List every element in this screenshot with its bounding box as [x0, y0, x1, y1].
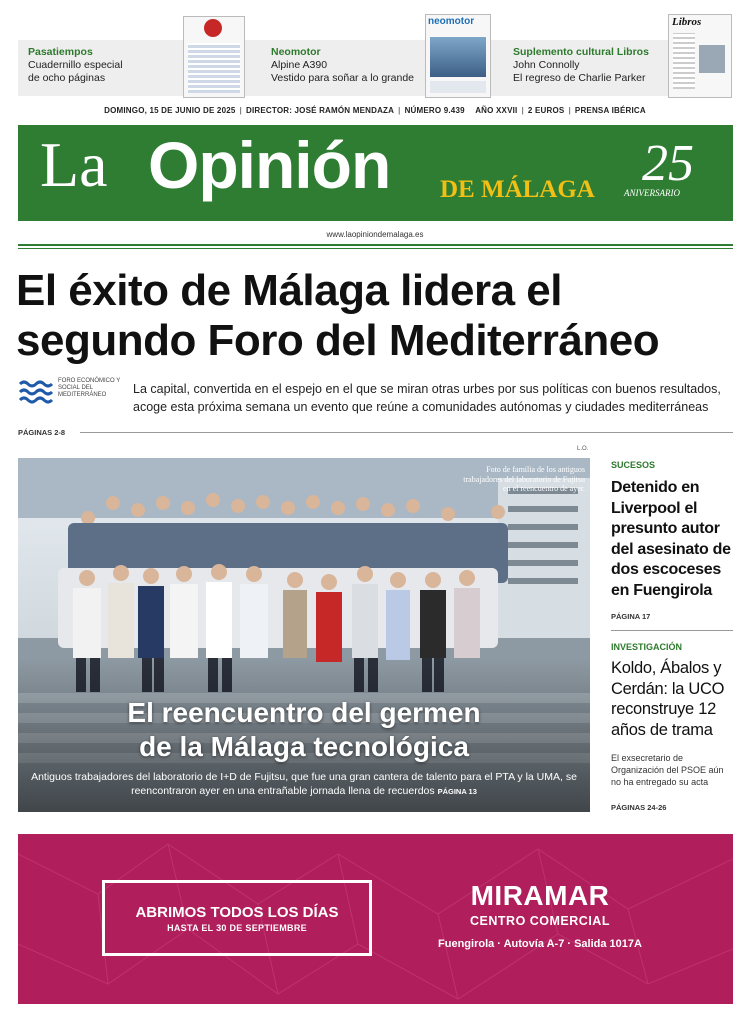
teaser-line: Alpine A390: [271, 59, 328, 71]
teaser-title: Suplemento cultural Libros: [513, 46, 649, 58]
pasatiempos-logo-icon: [204, 19, 222, 37]
teaser-libros[interactable]: [513, 46, 649, 85]
photo-credit: L.O.: [577, 446, 589, 452]
issue-date: DOMINGO, 15 DE JUNIO DE 2025: [104, 106, 236, 115]
photo-headline-line: de la Málaga tecnológica: [139, 731, 469, 762]
issue-number: NÚMERO 9.439: [404, 106, 465, 115]
headline-line: segundo Foro del Mediterráneo: [16, 316, 660, 365]
pasatiempos-thumbnail[interactable]: [183, 16, 245, 98]
ad-brand-sub: CENTRO COMERCIAL: [470, 914, 610, 928]
masthead-opinion: Opinión: [148, 128, 391, 202]
crossword-grid-icon: [188, 43, 240, 93]
section-label-investigacion: INVESTIGACIÓN: [611, 642, 683, 652]
car-photo-icon: [430, 37, 486, 77]
divider: [80, 432, 733, 433]
sidebar-page: PÁGINA 17: [611, 612, 651, 621]
divider: [18, 248, 733, 249]
libros-thumbnail[interactable]: [668, 14, 732, 98]
divider: [611, 630, 733, 631]
website-url[interactable]: www.laopiniondemalaga.es: [326, 230, 424, 239]
masthead-la: La: [40, 129, 108, 200]
ad-promo-line2: HASTA EL 30 DE SEPTIEMBRE: [167, 923, 307, 933]
main-headline[interactable]: [16, 266, 736, 366]
section-label-sucesos: SUCESOS: [611, 460, 656, 470]
foro-logo-text: FORO ECONÓMICO Y SOCIAL DEL MEDITERRÁNEO: [58, 378, 121, 398]
issue-director: DIRECTOR: JOSÉ RAMÓN MENDAZA: [245, 106, 395, 115]
teaser-line: Cuadernillo especial: [28, 59, 123, 71]
teaser-title: Pasatiempos: [28, 46, 93, 58]
photo-deck-page: PÁGINA 13: [437, 787, 477, 796]
teaser-line: El regreso de Charlie Parker: [513, 72, 646, 84]
divider: [18, 244, 733, 246]
photo-headline[interactable]: [18, 696, 590, 764]
teaser-title: Neomotor: [271, 46, 321, 58]
ad-promo-line1: ABRIMOS TODOS LOS DÍAS: [135, 904, 339, 921]
headline-lede: La capital, convertida en el espejo en el que se miran otras urbes por sus políticas con buenos resultados, acoge esta próxima semana un evento que reúne a comunidades autónomas y ciudades mediterráneas: [133, 382, 721, 414]
issue-group: PRENSA IBÉRICA: [574, 106, 646, 115]
author-portrait-icon: [699, 45, 725, 73]
issue-meta-line: DOMINGO, 15 DE JUNIO DE 2025 | DIRECTOR: JOSÉ RAMÓN MENDAZA | NÚMERO 9.439 AÑO XXVII | 2 EUROS | PRENSA IBÉRICA: [104, 106, 646, 115]
ad-location: Fuengirola · Autovía A-7 · Salida 1017A: [438, 938, 642, 950]
anniversary-number: 25: [642, 135, 694, 192]
sidebar-subtext: El exsecretario de Organización del PSOE aún no ha entregado su acta: [611, 753, 724, 787]
sidebar-page: PÁGINAS 24-26: [611, 803, 667, 812]
ad-brand-name: MIRAMAR: [470, 880, 610, 911]
masthead-malaga: DE MÁLAGA: [440, 176, 595, 203]
teaser-line: Vestido para soñar a lo grande: [271, 72, 415, 84]
thumb-text-block: [430, 81, 486, 93]
headline-pages: PÁGINAS 2-8: [18, 428, 66, 437]
headline-line: El éxito de Málaga lidera el: [16, 266, 562, 315]
neomotor-thumb-label: neomotor: [428, 16, 475, 27]
issue-year: AÑO XXVII: [475, 106, 518, 115]
sidebar-headline-investigacion[interactable]: Koldo, Ábalos y Cerdán: la UCO reconstruye 12 años de trama: [611, 659, 725, 739]
libros-thumb-label: Libros: [672, 16, 702, 28]
teaser-pasatiempos[interactable]: [28, 46, 123, 85]
neomotor-thumbnail[interactable]: [425, 14, 491, 98]
photo-deck-text: Antiguos trabajadores del laboratorio de I+D de Fujitsu, que fue una gran cantera de talento para el PTA y la UMA, se reencontraron ayer en una entrañable jornada llena de recuerdos: [31, 771, 577, 797]
teaser-line: de ocho páginas: [28, 72, 106, 84]
foro-mediterraneo-logo-icon: [18, 378, 54, 408]
thumb-text-block: [673, 33, 695, 89]
anniversary-logo: [624, 136, 720, 216]
teaser-line: John Connolly: [513, 59, 580, 71]
photo-deck: [18, 770, 590, 799]
anniversary-word: ANIVERSARIO: [624, 188, 680, 198]
photo-caption: Foto de familia de los antiguos trabajadores del laboratorio de Fujitsu en el reencuentro de ayer.: [463, 465, 585, 493]
teaser-neomotor[interactable]: [271, 46, 414, 85]
issue-price: 2 EUROS: [527, 106, 565, 115]
photo-headline-line: El reencuentro del germen: [127, 697, 481, 728]
sidebar-headline-sucesos[interactable]: Detenido en Liverpool el presunto autor del asesinato de dos escoceses en Fuengirola: [611, 479, 731, 599]
